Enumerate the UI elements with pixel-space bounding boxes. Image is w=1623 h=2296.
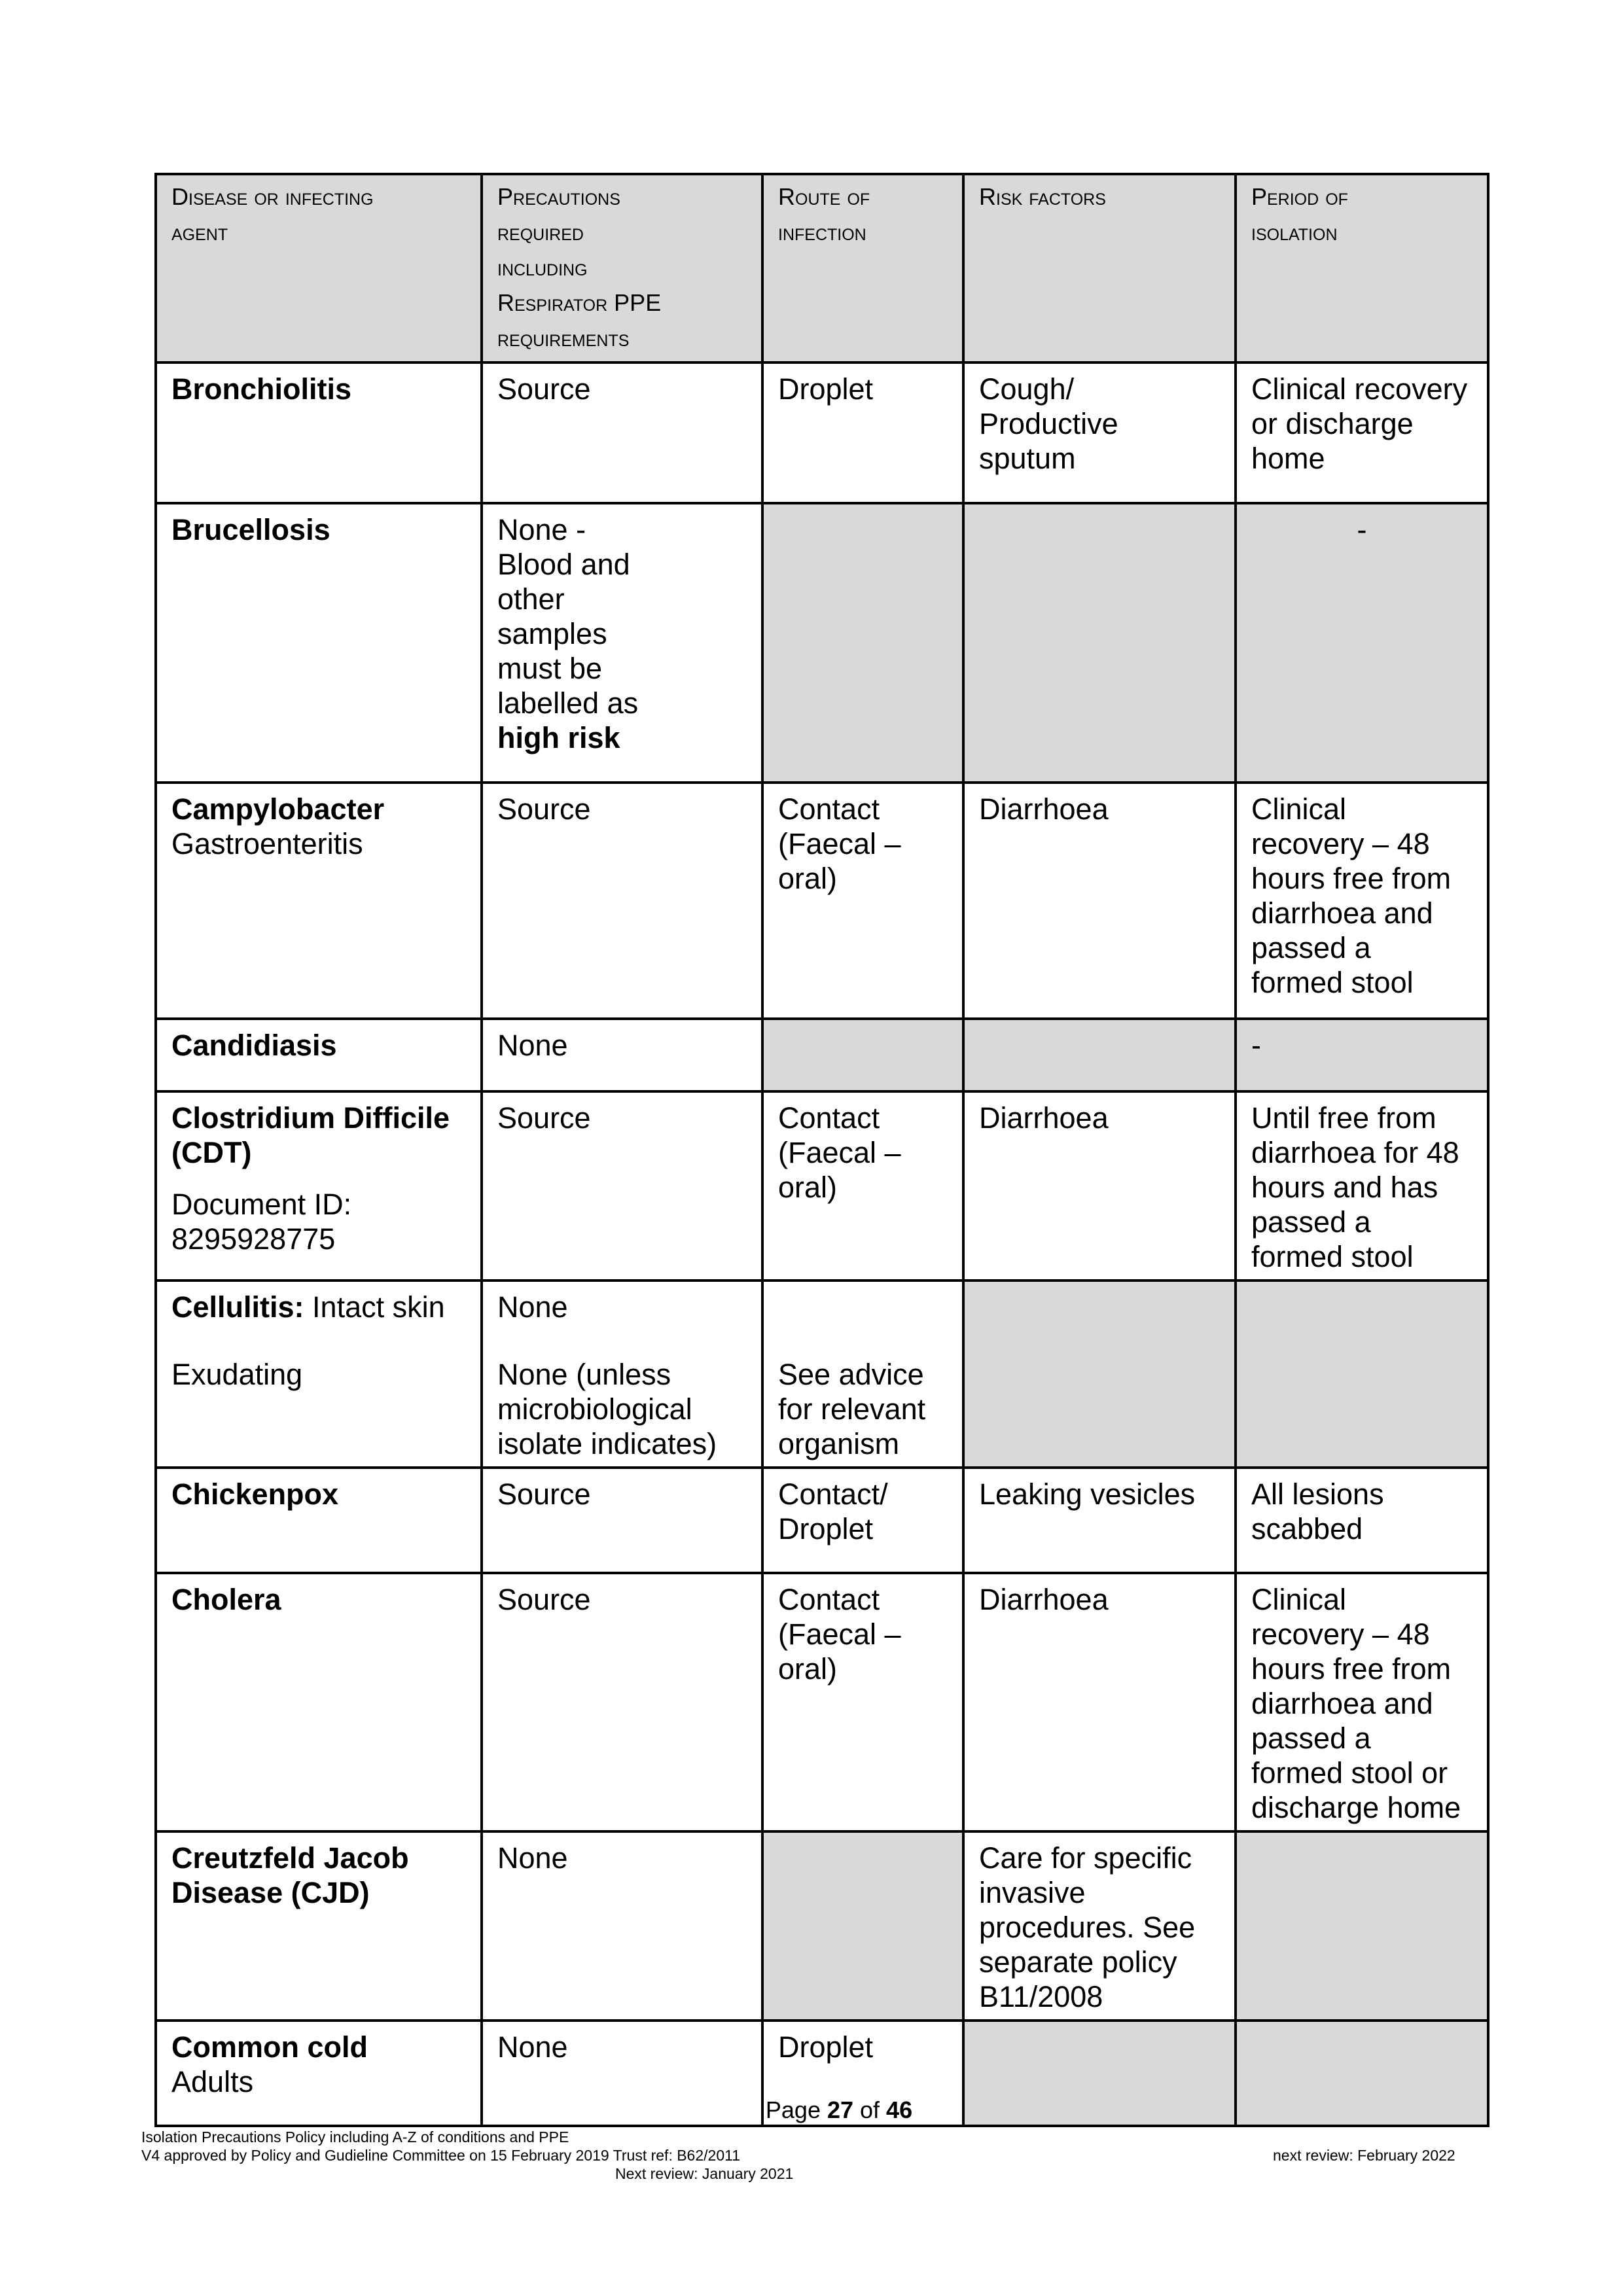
disease-name: Campylobacter: [171, 792, 385, 826]
disease-name: Candidiasis: [171, 1029, 337, 1062]
page-of: of: [853, 2096, 887, 2123]
period-cell: [1236, 1019, 1488, 1091]
table-row-campylobacter: [156, 783, 1488, 1019]
precautions-line: must be: [497, 652, 603, 685]
disease-cell: [156, 1468, 482, 1573]
precautions-text: Source: [497, 1101, 591, 1135]
precautions-cell: [482, 1280, 762, 1468]
header-period-line2: isolation: [1251, 219, 1338, 245]
precautions-line: labelled as: [497, 686, 639, 720]
period-line: Clinical: [1251, 1583, 1347, 1616]
precautions-cell: [482, 362, 762, 503]
risk-cell: [963, 1091, 1236, 1280]
period-line: formed stool or: [1251, 1756, 1448, 1790]
header-period: [1236, 174, 1488, 362]
footer-next-review-right: next review: February 2022: [1273, 2147, 1455, 2164]
period-cell: [1236, 1091, 1488, 1280]
disease-name: Disease (CJD): [171, 1876, 370, 1909]
disease-cell: [156, 783, 482, 1019]
route-line: oral): [778, 1652, 838, 1686]
risk-line: sputum: [979, 442, 1076, 475]
period-line: formed stool: [1251, 1240, 1414, 1273]
period-cell: [1236, 1573, 1488, 1831]
precautions-cell: [482, 503, 762, 783]
disease-name: Bronchiolitis: [171, 372, 352, 406]
period-line: Until free from: [1251, 1101, 1436, 1135]
risk-line: procedures. See: [979, 1911, 1196, 1944]
table-row-bronchiolitis: [156, 362, 1488, 503]
disease-cell: [156, 1831, 482, 2021]
route-line: (Faecal –: [778, 1136, 901, 1169]
period-line: hours and has: [1251, 1171, 1438, 1204]
period-line: scabbed: [1251, 1512, 1363, 1545]
header-route: [762, 174, 963, 362]
risk-line: B11/2008: [979, 1980, 1103, 2013]
header-precautions-line4a: Respirator: [497, 289, 615, 316]
period-line: Clinical recovery: [1251, 372, 1468, 406]
header-precautions-line2: required: [497, 219, 584, 245]
page-current: 27: [827, 2096, 854, 2123]
precautions-line: None: [497, 1290, 568, 1324]
period-line: formed stool: [1251, 966, 1414, 999]
precautions-line: None -: [497, 513, 586, 546]
disease-subtype: Adults: [171, 2065, 254, 2098]
precautions-line: None (unless: [497, 1358, 671, 1391]
risk-text: Diarrhoea: [979, 1583, 1109, 1616]
period-text: -: [1357, 513, 1367, 546]
precautions-text: None: [497, 1029, 568, 1062]
period-line: recovery – 48: [1251, 1617, 1430, 1651]
route-line: for relevant: [778, 1392, 926, 1426]
risk-line: Cough/: [979, 372, 1075, 406]
disease-subtype: Gastroenteritis: [171, 827, 363, 860]
period-line: recovery – 48: [1251, 827, 1430, 860]
precautions-text: Source: [497, 372, 591, 406]
precautions-line: microbiological: [497, 1392, 692, 1426]
route-cell: [762, 1280, 963, 1468]
risk-cell: [963, 783, 1236, 1019]
disease-name: Chickenpox: [171, 1477, 339, 1511]
route-cell: [762, 362, 963, 503]
disease-name: Creutzfeld Jacob: [171, 1841, 409, 1875]
disease-cell: [156, 1280, 482, 1468]
risk-cell-empty: [963, 1280, 1236, 1468]
route-text: Droplet: [778, 372, 874, 406]
disease-name: Brucellosis: [171, 513, 330, 546]
route-line: (Faecal –: [778, 827, 901, 860]
header-route-line1: Route of: [778, 183, 870, 210]
document-id-label: Document ID:: [171, 1188, 352, 1221]
risk-line: Care for specific: [979, 1841, 1192, 1875]
table-row-candidiasis: [156, 1019, 1488, 1091]
period-line: hours free from: [1251, 1652, 1452, 1686]
risk-cell: [963, 1573, 1236, 1831]
disease-qualifier: Intact skin: [304, 1290, 445, 1324]
precautions-text: Source: [497, 1477, 591, 1511]
precautions-text: Source: [497, 1583, 591, 1616]
disease-name: Cellulitis:: [171, 1290, 304, 1324]
route-line: organism: [778, 1427, 900, 1460]
table-row-chickenpox: [156, 1468, 1488, 1573]
header-risk: [963, 174, 1236, 362]
disease-subtype: Exudating: [171, 1358, 303, 1391]
risk-cell-empty: [963, 503, 1236, 783]
footer-next-review: Next review: January 2021: [615, 2165, 794, 2182]
table-row-clostridium-difficile: [156, 1091, 1488, 1280]
precautions-text: Source: [497, 792, 591, 826]
route-cell: [762, 1091, 963, 1280]
route-text: Droplet: [778, 2030, 874, 2064]
period-line: passed a: [1251, 1722, 1371, 1755]
precautions-cell: [482, 1831, 762, 2021]
period-text: -: [1251, 1029, 1261, 1062]
route-line: Contact/: [778, 1477, 888, 1511]
period-line: discharge home: [1251, 1791, 1461, 1824]
risk-cell: [963, 1468, 1236, 1573]
header-disease: [156, 174, 482, 362]
period-line: diarrhoea and: [1251, 1687, 1433, 1720]
route-line: (Faecal –: [778, 1617, 901, 1651]
header-precautions: [482, 174, 762, 362]
period-line: Clinical: [1251, 792, 1347, 826]
precautions-line: Blood and: [497, 548, 630, 581]
precautions-cell: [482, 1573, 762, 1831]
period-line: passed a: [1251, 1205, 1371, 1239]
risk-text: Leaking vesicles: [979, 1477, 1196, 1511]
route-line: Contact: [778, 792, 880, 826]
header-risk-line1: Risk factors: [979, 183, 1106, 210]
period-line: hours free from: [1251, 862, 1452, 895]
precautions-cell: [482, 1468, 762, 1573]
precautions-cell: [482, 783, 762, 1019]
page-prefix: Page: [765, 2096, 827, 2123]
risk-cell: [963, 362, 1236, 503]
precautions-line: samples: [497, 617, 607, 650]
disease-cell: [156, 1019, 482, 1091]
page-number: [0, 2096, 1623, 2124]
period-cell-empty: [1236, 1280, 1488, 1468]
precautions-text: None: [497, 2030, 568, 2064]
footer-policy-title: Isolation Precautions Policy including A-Z of conditions and PPE: [141, 2128, 569, 2146]
route-cell: [762, 783, 963, 1019]
disease-cell: [156, 1091, 482, 1280]
header-precautions-line3: including: [497, 254, 588, 281]
risk-line: invasive: [979, 1876, 1086, 1909]
period-line: passed a: [1251, 931, 1371, 964]
risk-cell: [963, 1831, 1236, 2021]
precautions-cell: [482, 1019, 762, 1091]
route-line: Droplet: [778, 1512, 874, 1545]
precautions-line: isolate indicates): [497, 1427, 717, 1460]
table-header-row: [156, 174, 1488, 362]
page-total: 46: [886, 2096, 913, 2123]
period-line: diarrhoea and: [1251, 896, 1433, 930]
document-id-value: 8295928775: [171, 1222, 336, 1256]
period-cell: [1236, 783, 1488, 1019]
disease-name: Common cold: [171, 2030, 368, 2064]
period-line: home: [1251, 442, 1325, 475]
isolation-precautions-table: [154, 173, 1489, 2127]
route-line: Contact: [778, 1101, 880, 1135]
disease-cell: [156, 1573, 482, 1831]
footer-approval: V4 approved by Policy and Gudieline Committee on 15 February 2019 Trust ref: B62/2011: [141, 2147, 740, 2164]
route-line: oral): [778, 1171, 838, 1204]
disease-cell: [156, 362, 482, 503]
period-line: All lesions: [1251, 1477, 1384, 1511]
precautions-line: other: [497, 582, 565, 616]
risk-line: Productive: [979, 407, 1118, 440]
period-line: or discharge: [1251, 407, 1414, 440]
route-cell: [762, 1468, 963, 1573]
route-cell-empty: [762, 1831, 963, 2021]
period-cell: [1236, 362, 1488, 503]
route-cell: [762, 1573, 963, 1831]
precautions-cell: [482, 1091, 762, 1280]
route-line: Contact: [778, 1583, 880, 1616]
header-period-line1: Period of: [1251, 183, 1348, 210]
period-line: diarrhoea for 48: [1251, 1136, 1459, 1169]
disease-name: (CDT): [171, 1136, 252, 1169]
disease-name: Cholera: [171, 1583, 281, 1616]
risk-text: Diarrhoea: [979, 1101, 1109, 1135]
disease-name: Clostridium Difficile: [171, 1101, 450, 1135]
route-line: See advice: [778, 1358, 924, 1391]
period-cell-empty: [1236, 1831, 1488, 2021]
disease-cell: [156, 503, 482, 783]
header-precautions-line5: requirements: [497, 325, 630, 351]
risk-text: Diarrhoea: [979, 792, 1109, 826]
header-disease-line2: agent: [171, 219, 228, 245]
header-route-line2: infection: [778, 219, 866, 245]
period-cell: [1236, 503, 1488, 783]
route-cell-empty: [762, 1019, 963, 1091]
route-cell-empty: [762, 503, 963, 783]
header-precautions-line1: Precautions: [497, 183, 620, 210]
header-precautions-line4b: PPE: [614, 289, 662, 316]
risk-cell-empty: [963, 1019, 1236, 1091]
route-line: oral): [778, 862, 838, 895]
precautions-emphasis: high risk: [497, 721, 620, 754]
table-row-cellulitis: [156, 1280, 1488, 1468]
period-cell: [1236, 1468, 1488, 1573]
risk-line: separate policy: [979, 1945, 1177, 1979]
precautions-text: None: [497, 1841, 568, 1875]
table-row-brucellosis: [156, 503, 1488, 783]
table-row-cholera: [156, 1573, 1488, 1831]
table-row-cjd: [156, 1831, 1488, 2021]
header-disease-line1: Disease or infecting: [171, 183, 374, 210]
